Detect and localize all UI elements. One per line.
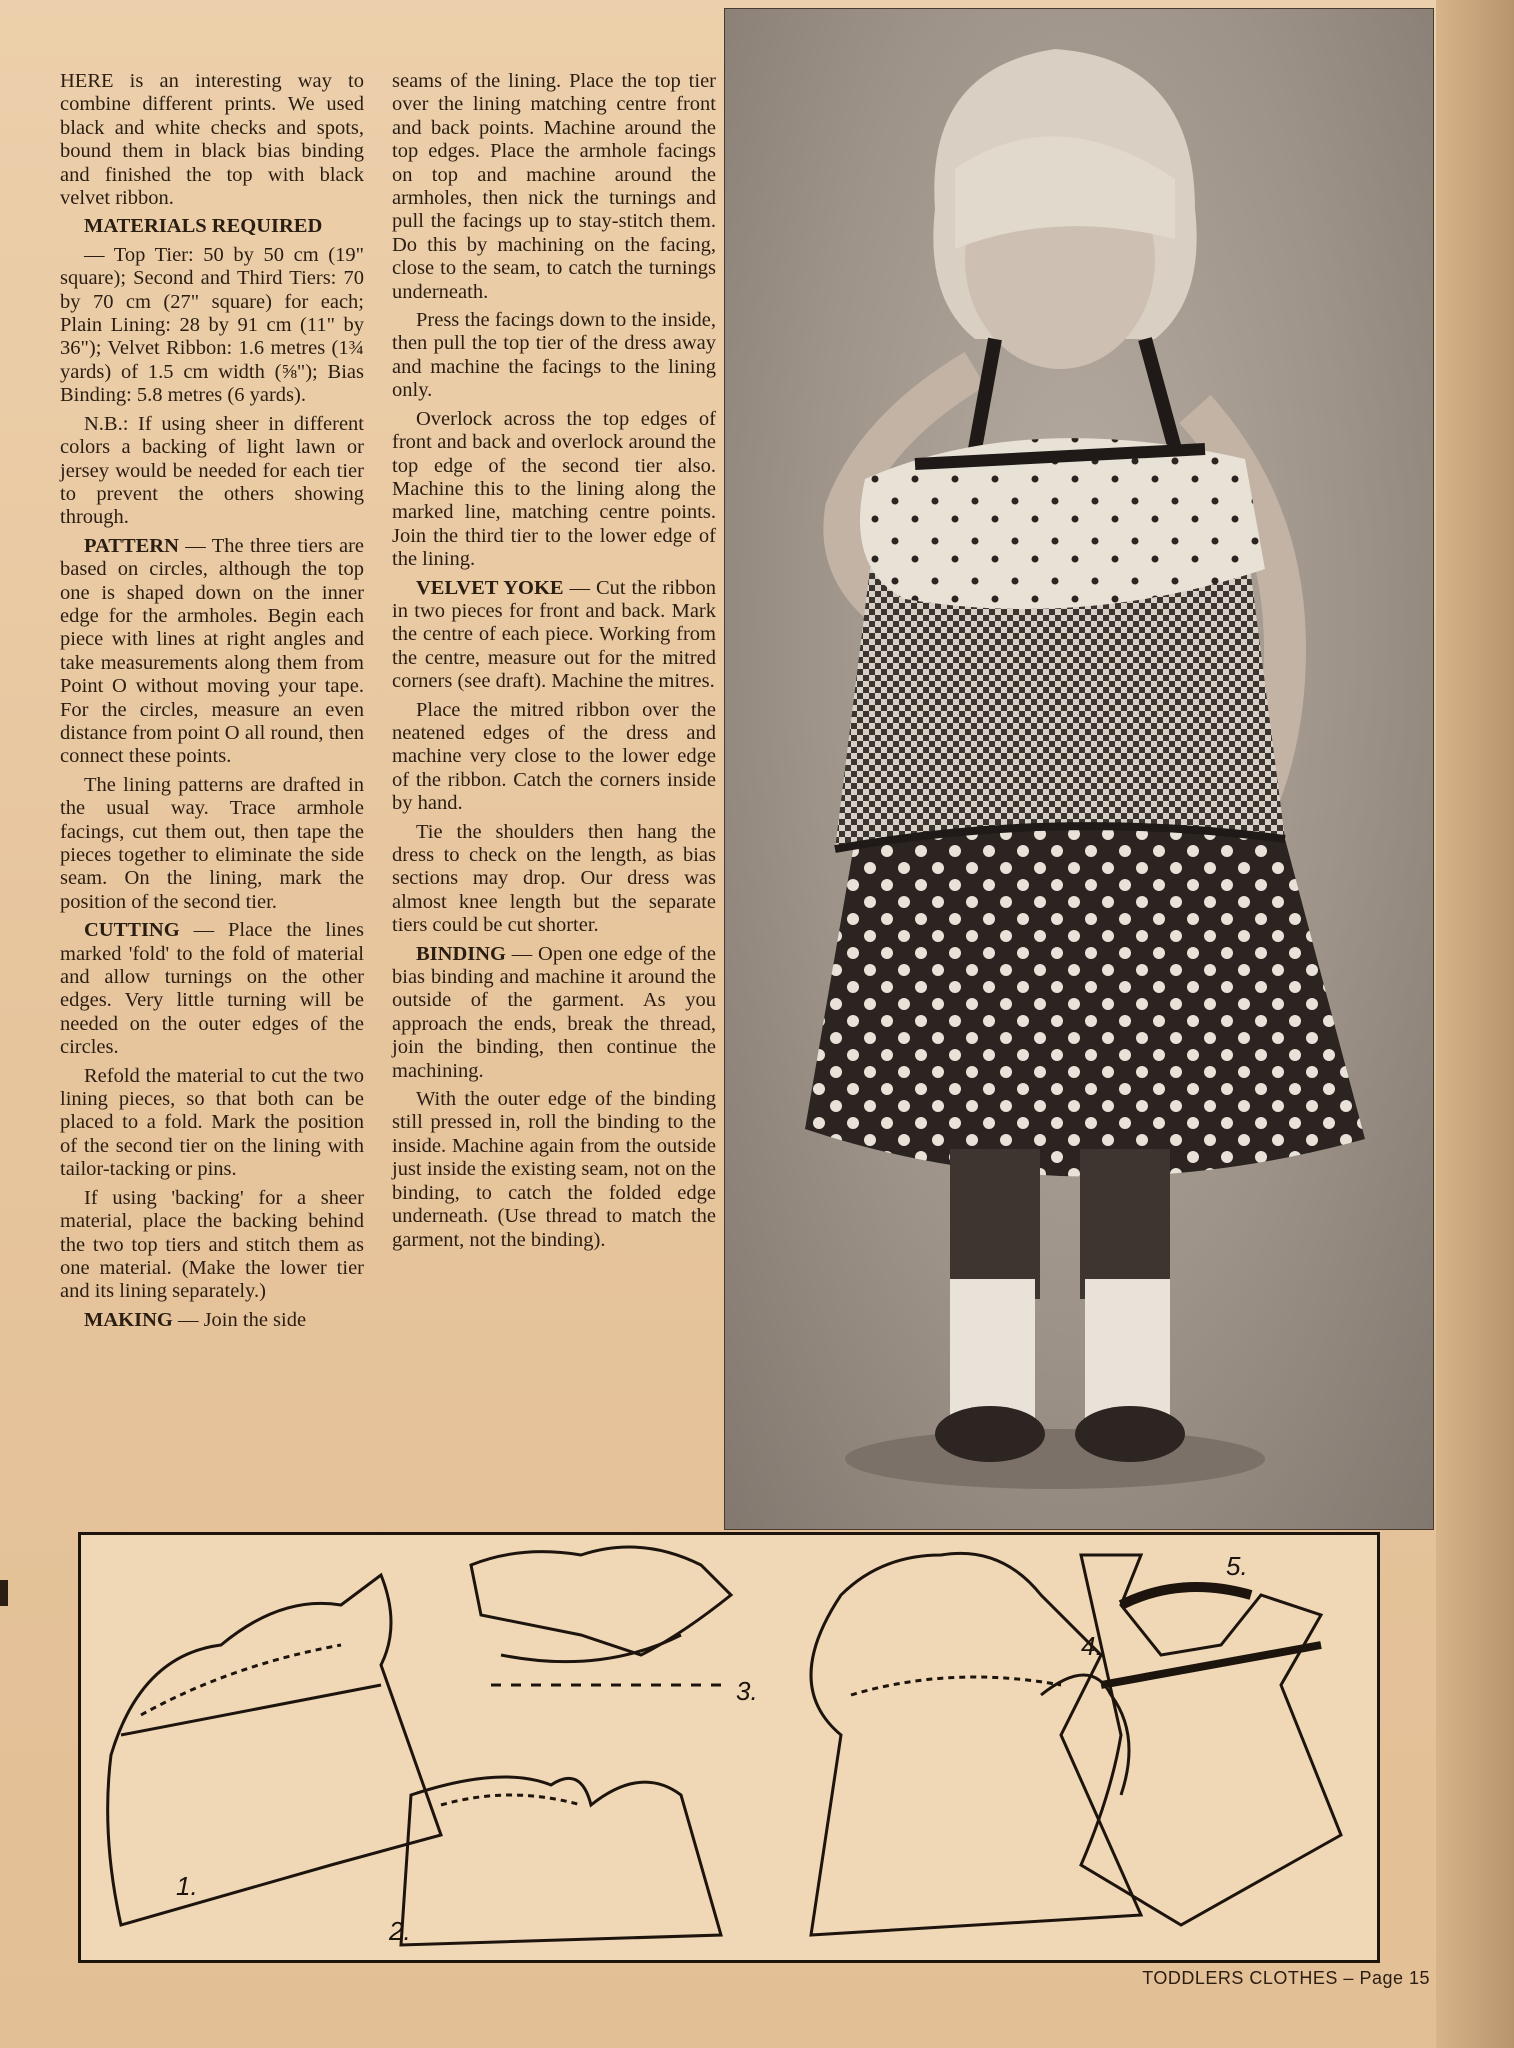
text-column-right	[392, 70, 716, 1257]
drawing-label-3: 3.	[736, 1676, 758, 1706]
paragraph-text: HERE is an interesting way to combine different prints. We used black and white checks and spots, bound them in black bias binding and finished the top with black velvet ribbon.	[60, 70, 364, 210]
paragraph-text: — The three tiers are based on circles, although the top one is shaped down on the inner edge for the armholes. Begin each piece with lines at right angles and take measurements along them from Point O without moving your tape. For the circles, measure an even distance from point O all round, then connect these points.	[60, 534, 364, 768]
drawing-label-1: 1.	[176, 1871, 198, 1901]
paragraph	[60, 215, 364, 238]
paragraph-text: With the outer edge of the binding still pressed in, roll the binding to the inside. Machine again from the outside just inside the existing seam, not on the binding, to catch the folded edge underneath. (Use thread to match the garment, not the binding).	[392, 1088, 716, 1251]
paragraph-text: If using 'backing' for a sheer material, place the backing behind the two top tiers and stitch them as one material. (Make the lower tier and its lining separately.)	[60, 1186, 364, 1303]
paragraph	[392, 1088, 716, 1252]
paragraph-text: — Top Tier: 50 by 50 cm (19" square); Second and Third Tiers: 70 by 70 cm (27" square) for each; Plain Lining: 28 by 91 cm (11" by 36"); Velvet Ribbon: 1.6 metres (1¾ yards) of 1.5 cm width (⅝"); Bias Binding: 5.8 metres (6 yards).	[60, 243, 364, 407]
paragraph-text: — Open one edge of the bias binding and machine it around the outside of the garment. As you approach the ends, break the thread, join the binding, then continue the machining.	[392, 942, 716, 1082]
drawing-label-4: 4.	[1081, 1631, 1103, 1661]
paragraph-text: N.B.: If using sheer in different colors a backing of light lawn or jersey would be needed for each tier to prevent the others showing through.	[60, 412, 364, 529]
child-dress-photo	[724, 8, 1434, 1530]
page-edge	[1436, 0, 1514, 2048]
paragraph	[392, 699, 716, 816]
drawing-label-5: 5.	[1226, 1551, 1248, 1581]
paragraph-text: Press the facings down to the inside, then pull the top tier of the dress away and machine the facings to the lining only.	[392, 309, 716, 402]
paragraph-text: Overlock across the top edges of front and back and overlock around the top edge of the second tier also. Machine this to the lining along the marked line, matching centre points. Join the third tier to the lower edge of the lining.	[392, 407, 716, 571]
paragraph	[392, 408, 716, 572]
paragraph	[60, 70, 364, 210]
paragraph	[60, 244, 364, 408]
paragraph-text: The lining patterns are drafted in the usual way. Trace armhole facings, cut them out, then tape the pieces together to eliminate the side seam. On the lining, mark the position of the second tier.	[60, 773, 364, 913]
paragraph-text: seams of the lining. Place the top tier over the lining matching centre front and back points. Machine around the top edges. Place the armhole facings on top and machine around the armholes, then nick the turnings and pull the facings up to stay-stitch them. Do this by machining on the facing, close to the seam, to catch the turnings underneath.	[392, 70, 716, 303]
paragraph	[60, 1187, 364, 1304]
paragraph	[60, 919, 364, 1059]
section-heading: MATERIALS REQUIRED	[84, 215, 323, 238]
paragraph-text: Refold the material to cut the two lining pieces, so that both can be placed to a fold. Mark the position of the second tier on the lining with tailor-tacking or pins.	[60, 1064, 364, 1181]
drawing-label-2: 2.	[389, 1916, 411, 1946]
page-footer: TODDLERS CLOTHES – Page 15	[1142, 1968, 1430, 1988]
instruction-drawings	[78, 1532, 1380, 1963]
paragraph	[392, 70, 716, 304]
paragraph	[60, 774, 364, 914]
section-heading: VELVET YOKE	[416, 576, 564, 599]
paragraph	[392, 309, 716, 403]
paragraph-text: — Cut the ribbon in two pieces for front and back. Mark the centre of each piece. Working from the centre, measure out for the mitred corners (see draft). Machine the mitres.	[392, 576, 716, 693]
section-heading: PATTERN	[84, 534, 179, 557]
paragraph	[392, 821, 716, 938]
paragraph	[392, 943, 716, 1083]
paragraph	[60, 1065, 364, 1182]
paragraph	[60, 1309, 364, 1332]
section-heading: MAKING	[84, 1308, 173, 1331]
paragraph	[60, 535, 364, 769]
text-column-left	[60, 70, 364, 1337]
drawings-svg	[81, 1535, 1377, 1960]
paragraph-text: Place the mitred ribbon over the neatened edges of the dress and machine very close to the lower edge of the ribbon. Catch the corners inside by hand.	[392, 698, 716, 815]
paragraph-text: Tie the shoulders then hang the dress to check on the length, as bias sections may drop. Our dress was almost knee length but the separate tiers could be cut shorter.	[392, 820, 716, 937]
section-heading: BINDING	[416, 942, 506, 965]
paragraph-text: — Place the lines marked 'fold' to the fold of material and allow turnings on the other edges. Very little turning will be needed on the outer edges of the circles.	[60, 919, 364, 1059]
paragraph	[392, 577, 716, 694]
paragraph	[60, 413, 364, 530]
section-heading: CUTTING	[84, 919, 180, 942]
binding-mark	[0, 1580, 8, 1606]
photo-illustration	[725, 9, 1433, 1529]
paragraph-text: — Join the side	[172, 1308, 307, 1331]
